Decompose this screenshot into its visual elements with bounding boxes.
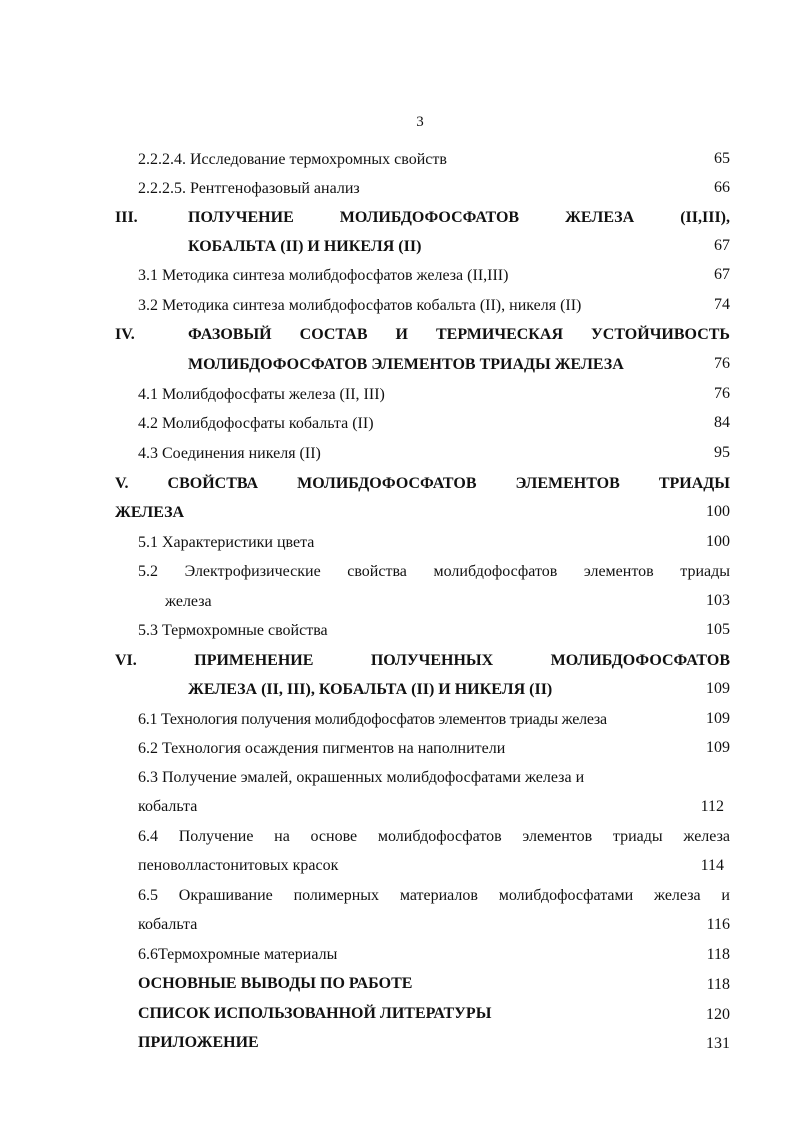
toc-entry-title: 6.1 Технология получения молибдофосфатов элементов триады железа xyxy=(138,711,607,728)
toc-section-title: СПИСОК ИСПОЛЬЗОВАННОЙ ЛИТЕРАТУРЫ xyxy=(138,1005,492,1022)
toc-entry-page: 109 xyxy=(706,739,730,756)
toc-entry-page: 65 xyxy=(714,150,730,167)
toc-entry-title: 6.2 Технология осаждения пигментов на наполнители xyxy=(138,740,506,757)
toc-entry-page: 103 xyxy=(706,592,730,609)
toc-entry-page: 114 xyxy=(700,857,724,874)
toc-chapter-title: ЖЕЛЕЗА xyxy=(115,504,185,521)
toc-entry-page: 95 xyxy=(714,444,730,461)
toc-chapter-title: VI. ПРИМЕНЕНИЕ ПОЛУЧЕННЫХ МОЛИБДОФОСФАТОВ xyxy=(115,652,730,669)
toc-entry-title: 2.2.2.5. Рентгенофазовый анализ xyxy=(138,180,360,197)
toc-entry-page: 76 xyxy=(714,355,730,372)
toc-chapter-number: III. xyxy=(115,209,138,226)
toc-entry-title: 2.2.2.4. Исследование термохромных свойств xyxy=(138,151,447,168)
toc-entry-title: 6.3 Получение эмалей, окрашенных молибдофосфатами железа и xyxy=(138,769,585,786)
toc-entry-page: 67 xyxy=(714,266,730,283)
toc-entry-page: 120 xyxy=(706,1006,730,1023)
toc-entry-title: кобальта xyxy=(138,798,198,815)
toc-entry-title: 3.1 Методика синтеза молибдофосфатов железа (II,III) xyxy=(138,267,509,284)
toc-entry-page: 116 xyxy=(706,916,730,933)
toc-chapter-title: КОБАЛЬТА (II) И НИКЕЛЯ (II) xyxy=(188,238,422,255)
toc-entry-page: 84 xyxy=(714,414,730,431)
toc-entry-title: 4.2 Молибдофосфаты кобальта (II) xyxy=(138,415,374,432)
toc-chapter-title: ЖЕЛЕЗА (II, III), КОБАЛЬТА (II) И НИКЕЛЯ (II) xyxy=(188,681,553,698)
toc-entry-page: 131 xyxy=(706,1035,730,1052)
toc-entry-title: 5.2 Электрофизические свойства молибдофосфатов элементов триады xyxy=(138,563,730,580)
toc-entry-page: 109 xyxy=(706,680,730,697)
toc-entry-page: 109 xyxy=(706,710,730,727)
toc-entry-title: пеноволластонитовых красок xyxy=(138,857,339,874)
toc-entry-title: 4.1 Молибдофосфаты железа (II, III) xyxy=(138,386,385,403)
toc-entry-page: 100 xyxy=(706,503,730,520)
toc-entry-title: 3.2 Методика синтеза молибдофосфатов кобальта (II), никеля (II) xyxy=(138,297,582,314)
toc-entry-page: 67 xyxy=(714,237,730,254)
toc-section-title: ПРИЛОЖЕНИЕ xyxy=(138,1034,259,1051)
toc-chapter-title: ФАЗОВЫЙ СОСТАВ И ТЕРМИЧЕСКАЯ УСТОЙЧИВОСТЬ xyxy=(188,326,730,343)
toc-entry-title: железа xyxy=(165,593,212,610)
toc-entry-page: 74 xyxy=(714,296,730,313)
toc-entry-page: 118 xyxy=(706,946,730,963)
toc-entry-page: 118 xyxy=(706,976,730,993)
toc-entry-page: 100 xyxy=(706,533,730,550)
toc-entry-page: 76 xyxy=(714,385,730,402)
toc-entry-title: 5.3 Термохромные свойства xyxy=(138,622,328,639)
toc-chapter-number: IV. xyxy=(115,326,135,343)
toc-entry-title: 6.6Термохромные материалы xyxy=(138,946,338,963)
toc-entry-title: 4.3 Соединения никеля (II) xyxy=(138,445,321,462)
page-number: 3 xyxy=(416,114,424,130)
toc-entry-title: 5.1 Характеристики цвета xyxy=(138,534,315,551)
toc-chapter-title: ПОЛУЧЕНИЕ МОЛИБДОФОСФАТОВ ЖЕЛЕЗА (II,III), xyxy=(188,209,730,226)
toc-entry-page: 105 xyxy=(706,621,730,638)
toc-entry-title: кобальта xyxy=(138,916,198,933)
toc-chapter-title: V. СВОЙСТВА МОЛИБДОФОСФАТОВ ЭЛЕМЕНТОВ ТРИАДЫ xyxy=(115,475,730,492)
toc-entry-title: 6.4 Получение на основе молибдофосфатов элементов триады железа xyxy=(138,828,730,845)
toc-section-title: ОСНОВНЫЕ ВЫВОДЫ ПО РАБОТЕ xyxy=(138,975,413,992)
toc-entry-page: 66 xyxy=(714,179,730,196)
toc-chapter-title: МОЛИБДОФОСФАТОВ ЭЛЕМЕНТОВ ТРИАДЫ ЖЕЛЕЗА xyxy=(188,356,624,373)
toc-entry-page: 112 xyxy=(700,798,724,815)
toc-entry-title: 6.5 Окрашивание полимерных материалов молибдофосфатами железа и xyxy=(138,887,730,904)
